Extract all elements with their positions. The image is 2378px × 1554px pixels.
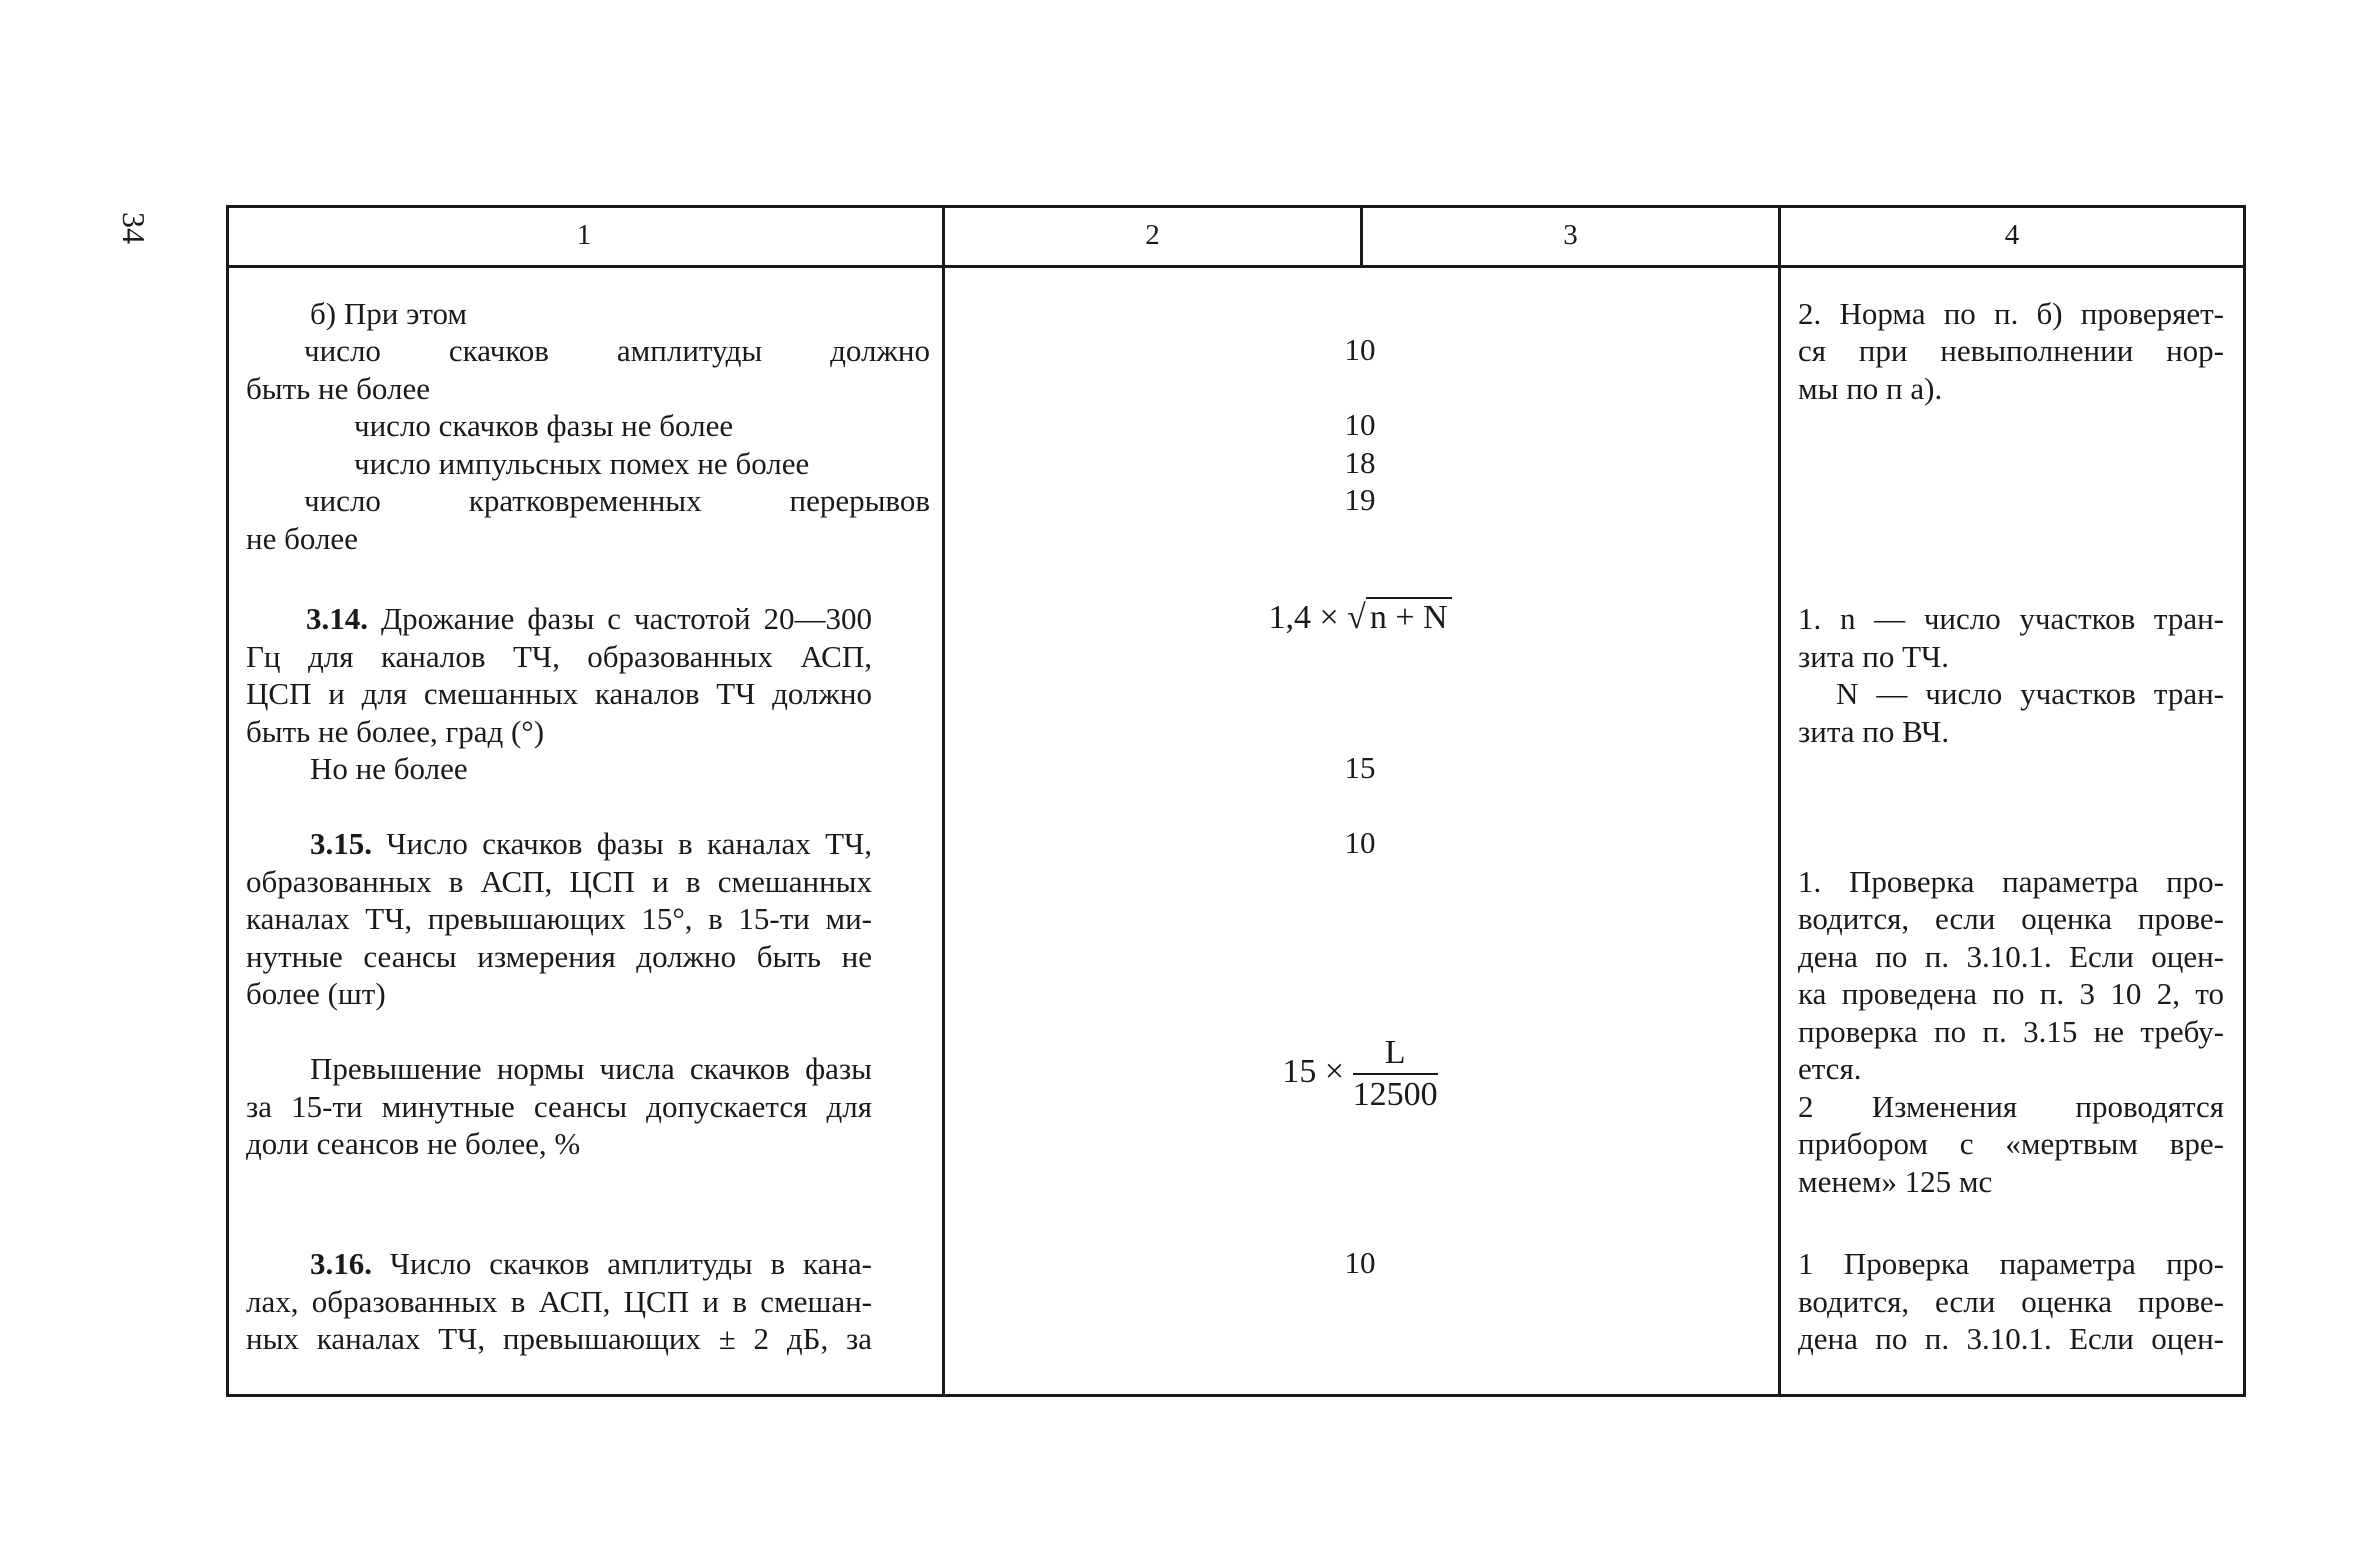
section-3-15-number: 3.15. <box>310 826 372 861</box>
value-3-14-max: 15 <box>1344 750 1376 785</box>
section-3-15-line: образованных в АСП, ЦСП и в смешанных <box>246 864 872 899</box>
note-line: водится, если оценка прове- <box>1798 901 2224 936</box>
section-3-16-line: ных каналах ТЧ, превышающих ± 2 дБ, за <box>246 1321 872 1356</box>
note-line: 1. n — число участков тран- <box>1798 601 2224 636</box>
section-3-16-text: Число скачков амплитуды в кана- <box>389 1246 873 1281</box>
page-number: 34 <box>116 212 152 244</box>
section-3-14-limit-label: Но не более <box>310 751 468 786</box>
note-line: ка проведена по п. 3 10 2, то <box>1798 976 2224 1011</box>
note-line: ется. <box>1798 1051 1862 1086</box>
formula-exceedance <box>1260 1033 1460 1115</box>
note-line: менем» 125 мс <box>1798 1164 1993 1199</box>
section-3-15-line: более (шт) <box>246 976 386 1011</box>
exceedance-line: Превышение нормы числа скачков фазы <box>310 1051 872 1086</box>
column-divider-1-2 <box>942 205 945 1397</box>
header-col-2: 2 <box>1145 219 1160 251</box>
note-line: 1. Проверка параметра про- <box>1798 864 2224 899</box>
fraction-numerator: L <box>1384 1034 1406 1071</box>
requirements-table <box>226 205 2246 1397</box>
exceedance-line: доли сеансов не более, % <box>246 1126 581 1161</box>
section-3-15-text: Число скачков фазы в каналах ТЧ, <box>386 826 872 861</box>
item-b-line: число скачков фазы не более <box>354 408 734 443</box>
header-col-1: 1 <box>576 219 592 251</box>
section-3-14-line <box>306 600 872 638</box>
note-line: зита по ТЧ. <box>1798 639 1949 674</box>
note-line: проверка по п. 3.15 не требу- <box>1798 1014 2224 1049</box>
section-3-15-line: нутные сеансы измерения должно быть не <box>246 939 872 974</box>
item-b-line: число кратковременных перерывов <box>304 483 930 518</box>
item-b-line: быть не более <box>246 371 430 406</box>
note-line: N — число участков тран- <box>1836 676 2224 711</box>
section-3-15-line: каналах ТЧ, превышающих 15°, в 15-ти ми- <box>246 901 872 936</box>
note-line: 2. Норма по п. б) проверяет- <box>1798 296 2224 331</box>
table-bottom-border <box>226 1394 2246 1397</box>
formula-fraction <box>1353 1033 1438 1115</box>
note-line: дена по п. 3.10.1. Если оцен- <box>1798 1321 2224 1356</box>
item-b-line: не более <box>246 521 358 556</box>
section-3-14-line: ЦСП и для смешанных каналов ТЧ должно <box>246 676 872 711</box>
value-3-16: 10 <box>1344 1245 1376 1280</box>
formula-exceedance-coefficient: 15 × <box>1282 1052 1345 1090</box>
section-3-15-line <box>310 825 872 863</box>
formula-3-14-radicand: n + N <box>1366 597 1452 637</box>
fraction-denominator: 12500 <box>1353 1073 1438 1115</box>
column-divider-3-4 <box>1778 205 1781 1397</box>
note-line: 2 Изменения проводятся <box>1798 1089 2224 1124</box>
section-3-14-text: Дрожание фазы с частотой 20—300 <box>380 601 872 636</box>
value-3-15: 10 <box>1344 825 1376 860</box>
formula-3-14 <box>1260 597 1460 637</box>
note-line: зита по ВЧ. <box>1798 714 1950 749</box>
section-3-14-line: Гц для каналов ТЧ, образованных АСП, <box>246 639 872 674</box>
note-line: прибором с «мертвым вре- <box>1798 1126 2224 1161</box>
header-col-4: 4 <box>2004 219 2020 251</box>
exceedance-line: за 15-ти минутные сеансы допускается для <box>246 1089 872 1124</box>
formula-3-14-coefficient: 1,4 × <box>1268 599 1339 636</box>
section-3-14-line: быть не более, град (°) <box>246 714 545 749</box>
note-line: водится, если оценка прове- <box>1798 1284 2224 1319</box>
section-3-14-number: 3.14. <box>306 601 368 636</box>
note-line: 1 Проверка параметра про- <box>1798 1246 2224 1281</box>
header-col-3: 3 <box>1563 219 1578 251</box>
note-line: дена по п. 3.10.1. Если оцен- <box>1798 939 2224 974</box>
header-divider <box>226 265 2246 268</box>
value-short-breaks: 19 <box>1344 482 1376 517</box>
value-amplitude-jumps: 10 <box>1344 332 1376 367</box>
item-b-line: число скачков амплитуды должно <box>304 333 930 368</box>
section-3-16-line: лах, образованных в АСП, ЦСП и в смешан- <box>246 1284 872 1319</box>
section-3-16-line <box>310 1245 872 1283</box>
table-right-border <box>2243 205 2246 1397</box>
sqrt-symbol: √ <box>1347 599 1366 636</box>
item-b-intro: б) При этом <box>310 296 468 331</box>
section-3-16-number: 3.16. <box>310 1246 372 1281</box>
value-phase-jumps: 10 <box>1344 407 1376 442</box>
note-line: ся при невыполнении нор- <box>1798 333 2224 368</box>
note-line: мы по п а). <box>1798 371 1943 406</box>
table-left-border <box>226 205 229 1397</box>
value-impulse-noise: 18 <box>1344 445 1376 480</box>
item-b-line: число импульсных помех не более <box>354 446 810 481</box>
